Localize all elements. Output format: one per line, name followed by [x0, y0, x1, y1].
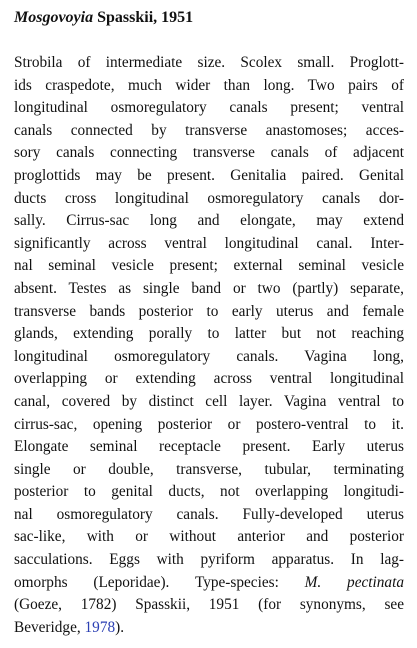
text-fragment: ).	[115, 618, 125, 636]
text-line: canal, covered by distinct cell layer. Vagina ventral to	[14, 392, 404, 410]
text-line: Elongate seminal receptacle present. Early uterus	[14, 438, 404, 456]
text-line: ducts cross longitudinal osmoregulatory canals dor-	[14, 189, 404, 207]
text-line: sac-like, with or without anterior and posterior	[14, 528, 404, 546]
text-line: cirrus-sac, opening posterior or postero-ventral to it.	[14, 415, 404, 433]
text-line: overlapping or extending across ventral longitudinal	[14, 370, 404, 388]
text-line: (Goeze, 1782) Spasskii, 1951 (for synonyms, see	[14, 596, 404, 614]
reference-link[interactable]: 1978	[84, 618, 116, 636]
description-paragraph	[14, 52, 404, 639]
text-line: sory canals connecting transverse canals of adjacent	[14, 144, 404, 162]
text-line: sacculations. Eggs with pyriform apparatus. In lag-	[14, 551, 404, 569]
text-line: posterior to genital ducts, not overlapping longitudi-	[14, 483, 404, 501]
genus-authority: Spasskii, 1951	[97, 9, 194, 26]
text-line: sally. Cirrus-sac long and elongate, may extend	[14, 212, 404, 230]
document-page	[14, 8, 404, 639]
text-line: glands, extending porally to latter but not reaching	[14, 325, 404, 343]
text-fragment: Beveridge,	[14, 618, 85, 636]
text-line: canals connected by transverse anastomoses; acces-	[14, 121, 404, 139]
text-line: longitudinal osmoregulatory canals. Vagina long,	[14, 347, 404, 365]
text-fragment: omorphs (Leporidae). Type-species:	[14, 573, 305, 591]
text-line: Strobila of intermediate size. Scolex small. Proglott-	[14, 54, 404, 71]
text-line: significantly across ventral longitudinal canal. Inter-	[14, 234, 404, 252]
text-line: single or double, transverse, tubular, terminating	[14, 460, 404, 478]
type-species-name: M. pectinata	[304, 573, 404, 591]
text-line: proglottids may be present. Genitalia paired. Genital	[14, 166, 404, 184]
text-line: ids craspedote, much wider than long. Two pairs of	[14, 76, 404, 94]
genus-name: Mosgovoyia	[14, 9, 94, 26]
text-line: transverse bands posterior to early uterus and female	[14, 302, 404, 320]
text-line-type-species	[14, 572, 404, 595]
text-line: nal osmoregulatory canals. Fully-developed uterus	[14, 505, 404, 523]
text-line: absent. Testes as single band or two (partly) separate,	[14, 279, 404, 297]
genus-heading	[14, 8, 404, 28]
text-line: longitudinal osmoregulatory canals present; ventral	[14, 99, 404, 117]
text-line-reference	[14, 617, 404, 640]
text-line: nal seminal vesicle present; external seminal vesicle	[14, 257, 404, 275]
